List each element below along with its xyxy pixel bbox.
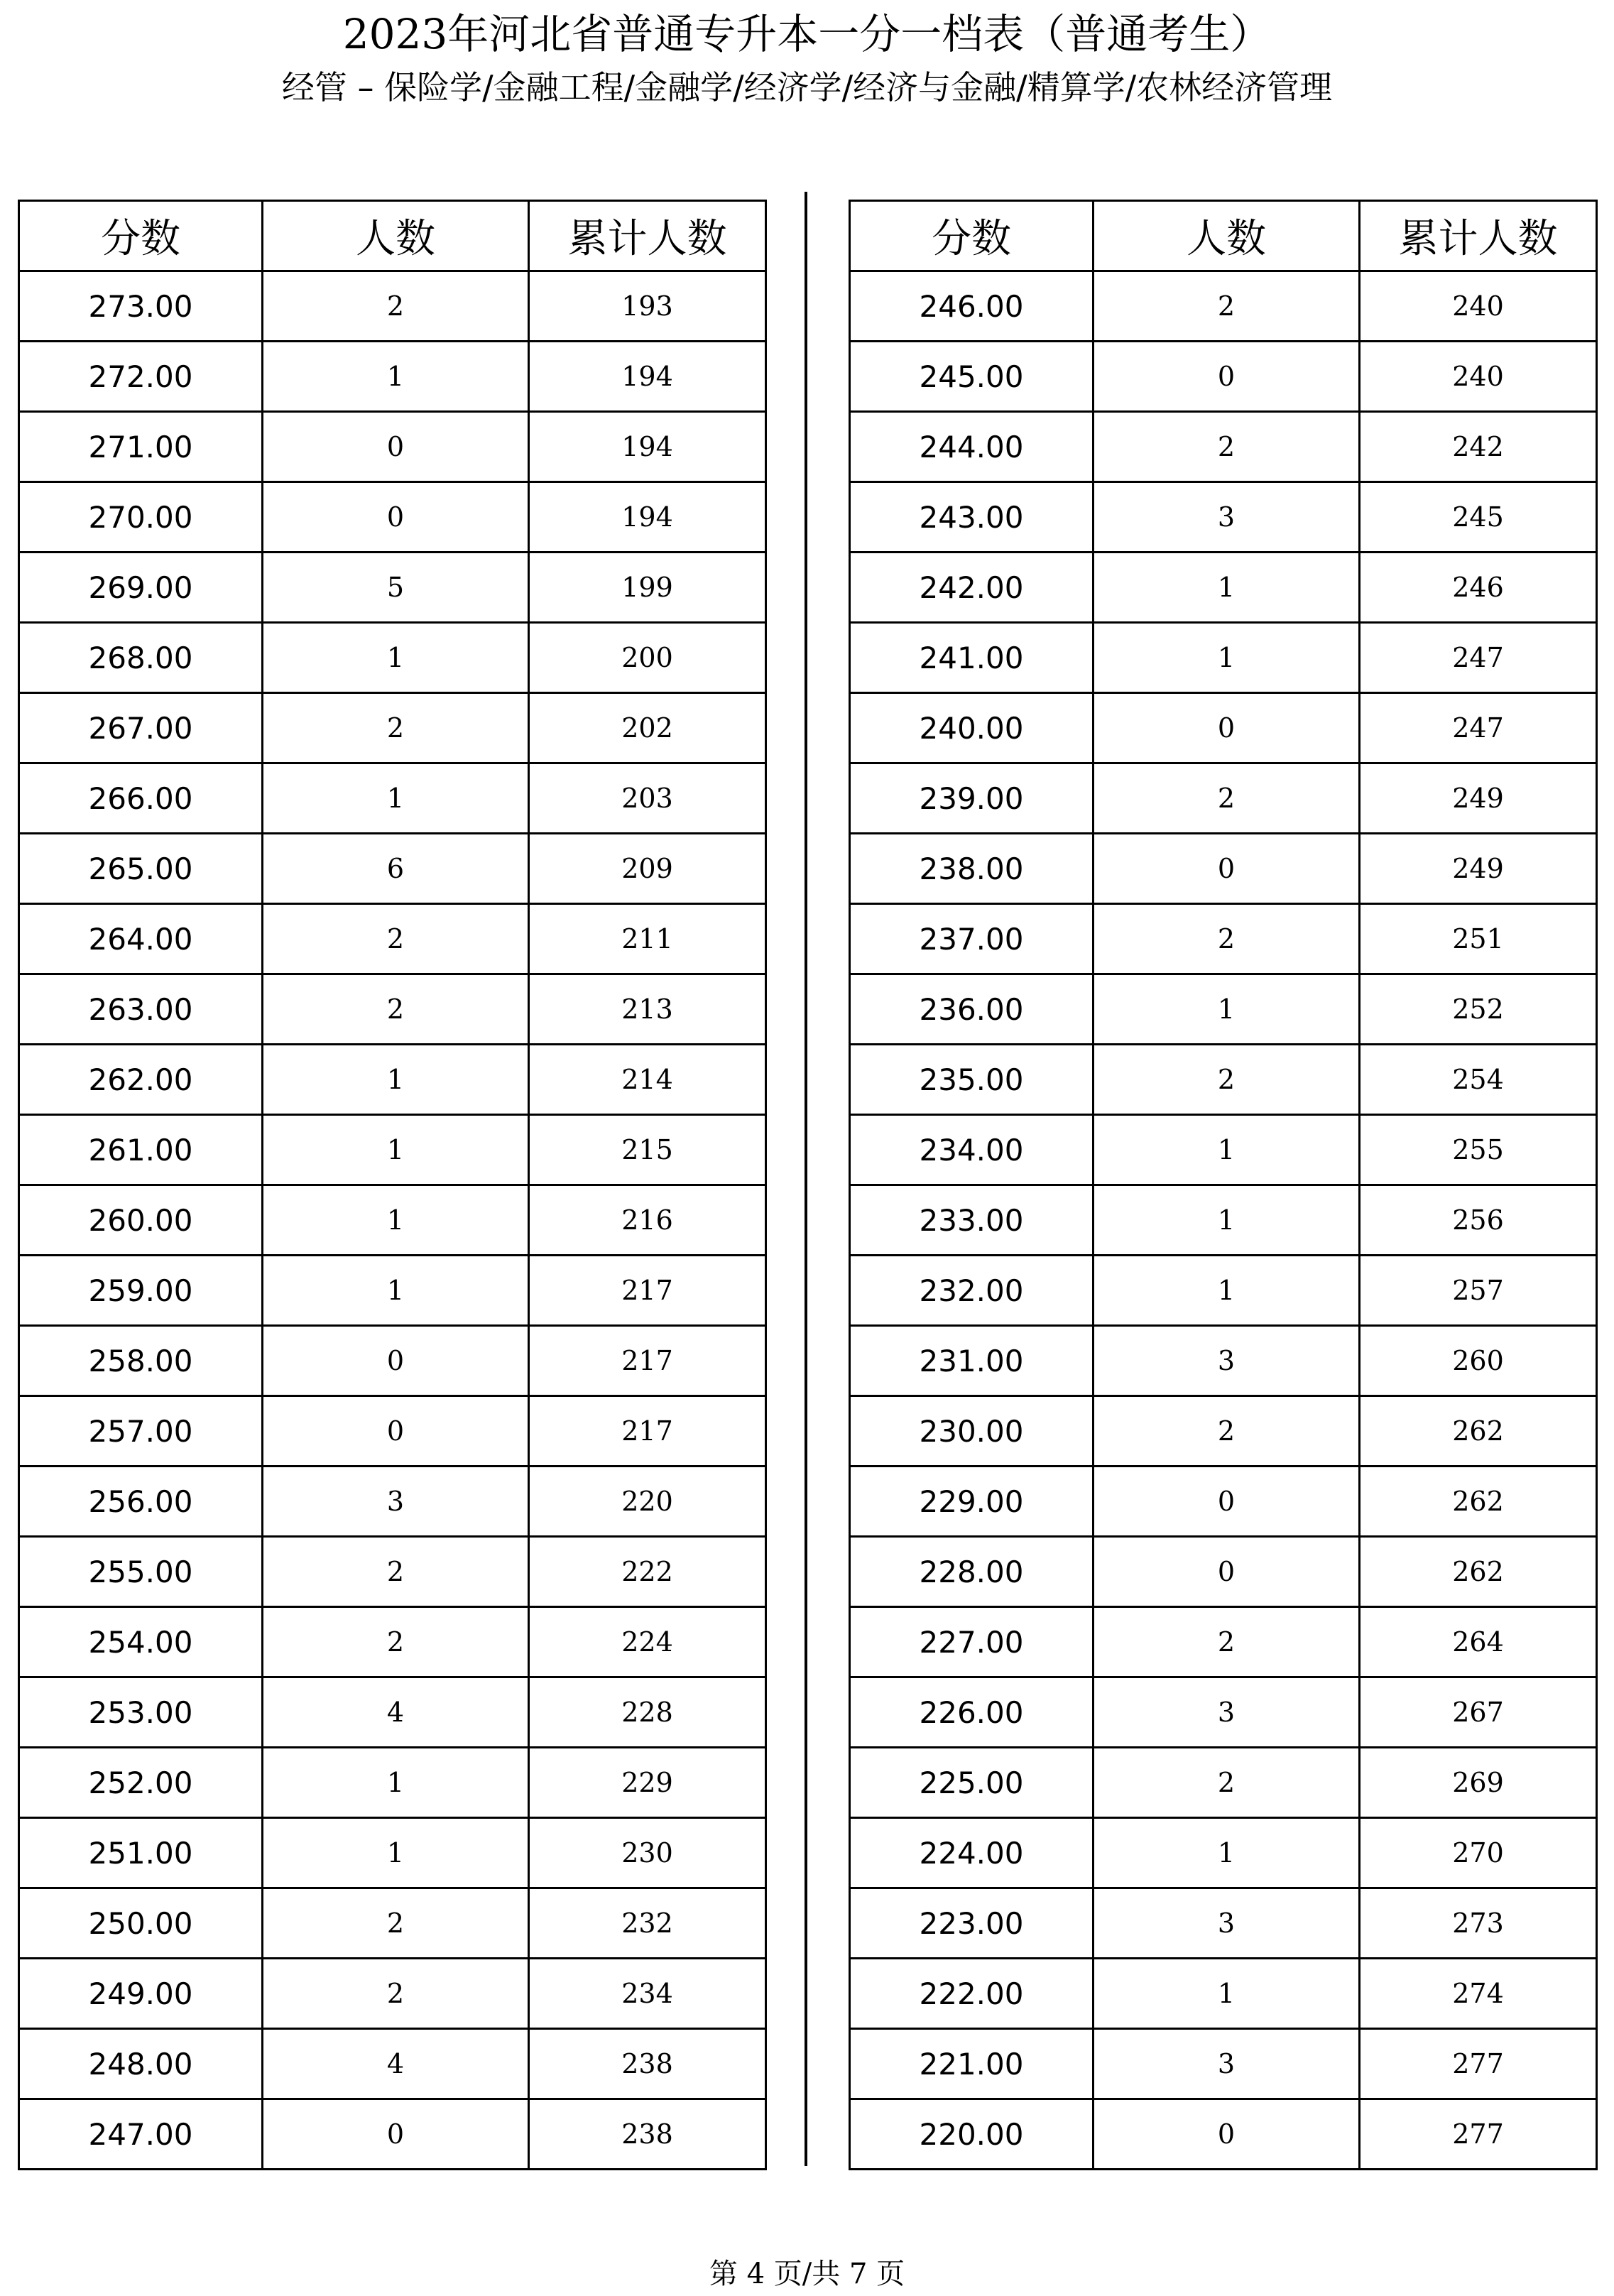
count-cell: 0: [1094, 1537, 1360, 1607]
score-cell: 252.00: [19, 1748, 263, 1818]
cumulative-cell: 264: [1360, 1607, 1597, 1677]
cumulative-cell: 202: [529, 693, 766, 763]
count-cell: 3: [1094, 1888, 1360, 1959]
score-cell: 236.00: [850, 974, 1094, 1045]
table-row: [850, 1537, 1597, 1607]
table-row: [850, 1115, 1597, 1185]
table-row: [850, 271, 1597, 342]
score-cell: 261.00: [19, 1115, 263, 1185]
cumulative-cell: 220: [529, 1467, 766, 1537]
cumulative-cell: 230: [529, 1818, 766, 1888]
count-cell: 2: [263, 904, 529, 974]
score-cell: 229.00: [850, 1467, 1094, 1537]
count-cell: 4: [263, 1677, 529, 1748]
cumulative-cell: 215: [529, 1115, 766, 1185]
page-title: 2023年河北省普通专升本一分一档表（普通考生）: [342, 10, 1272, 58]
count-cell: 1: [1094, 1818, 1360, 1888]
table-row: [19, 1115, 766, 1185]
count-cell: 0: [263, 2099, 529, 2170]
cumulative-cell: 267: [1360, 1677, 1597, 1748]
count-cell: 2: [1094, 1748, 1360, 1818]
score-cell: 247.00: [19, 2099, 263, 2170]
count-cell: 3: [263, 1467, 529, 1537]
header-count: 人数: [1094, 201, 1360, 271]
score-cell: 225.00: [850, 1748, 1094, 1818]
score-cell: 266.00: [19, 763, 263, 834]
table-row: [19, 1045, 766, 1115]
cumulative-cell: 238: [529, 2029, 766, 2099]
score-cell: 234.00: [850, 1115, 1094, 1185]
score-table-left: [18, 200, 767, 2170]
column-divider: [805, 192, 807, 2166]
cumulative-cell: 240: [1360, 271, 1597, 342]
cumulative-cell: 277: [1360, 2029, 1597, 2099]
cumulative-cell: 249: [1360, 834, 1597, 904]
cumulative-cell: 213: [529, 974, 766, 1045]
table-row: [850, 1467, 1597, 1537]
score-cell: 253.00: [19, 1677, 263, 1748]
header-score: 分数: [19, 201, 263, 271]
score-cell: 231.00: [850, 1326, 1094, 1396]
count-cell: 1: [1094, 1959, 1360, 2029]
count-cell: 2: [263, 271, 529, 342]
cumulative-cell: 247: [1360, 693, 1597, 763]
count-cell: 2: [1094, 904, 1360, 974]
table-row: [850, 1607, 1597, 1677]
table-row: [19, 2029, 766, 2099]
table-row: [19, 904, 766, 974]
count-cell: 1: [263, 1818, 529, 1888]
score-cell: 245.00: [850, 342, 1094, 412]
cumulative-cell: 269: [1360, 1748, 1597, 1818]
cumulative-cell: 194: [529, 342, 766, 412]
table-header-row: [850, 201, 1597, 271]
table-row: [850, 834, 1597, 904]
table-row: [850, 974, 1597, 1045]
page-number: 第 4 页/共 7 页: [709, 2258, 905, 2290]
score-cell: 249.00: [19, 1959, 263, 2029]
count-cell: 2: [263, 1959, 529, 2029]
table-row: [19, 1959, 766, 2029]
count-cell: 2: [1094, 1396, 1360, 1467]
cumulative-cell: 194: [529, 482, 766, 553]
count-cell: 1: [263, 763, 529, 834]
cumulative-cell: 273: [1360, 1888, 1597, 1959]
count-cell: 0: [1094, 2099, 1360, 2170]
count-cell: 2: [263, 974, 529, 1045]
count-cell: 5: [263, 553, 529, 623]
score-cell: 257.00: [19, 1396, 263, 1467]
cumulative-cell: 262: [1360, 1467, 1597, 1537]
table-row: [19, 271, 766, 342]
count-cell: 2: [1094, 763, 1360, 834]
cumulative-cell: 214: [529, 1045, 766, 1115]
score-cell: 244.00: [850, 412, 1094, 482]
score-cell: 251.00: [19, 1818, 263, 1888]
cumulative-cell: 194: [529, 412, 766, 482]
cumulative-cell: 217: [529, 1326, 766, 1396]
count-cell: 0: [263, 482, 529, 553]
table-row: [850, 1818, 1597, 1888]
cumulative-cell: 217: [529, 1396, 766, 1467]
score-cell: 221.00: [850, 2029, 1094, 2099]
table-row: [19, 623, 766, 693]
cumulative-cell: 193: [529, 271, 766, 342]
cumulative-cell: 240: [1360, 342, 1597, 412]
score-cell: 269.00: [19, 553, 263, 623]
score-table-right: [849, 200, 1598, 2170]
table-row: [850, 1959, 1597, 2029]
count-cell: 1: [1094, 974, 1360, 1045]
table-row: [850, 623, 1597, 693]
table-header-row: [19, 201, 766, 271]
count-cell: 1: [1094, 1185, 1360, 1256]
cumulative-cell: 232: [529, 1888, 766, 1959]
cumulative-cell: 274: [1360, 1959, 1597, 2029]
cumulative-cell: 217: [529, 1256, 766, 1326]
count-cell: 2: [1094, 412, 1360, 482]
cumulative-cell: 257: [1360, 1256, 1597, 1326]
count-cell: 0: [1094, 1467, 1360, 1537]
header-score: 分数: [850, 201, 1094, 271]
count-cell: 0: [1094, 342, 1360, 412]
table-row: [850, 553, 1597, 623]
table-row: [19, 553, 766, 623]
cumulative-cell: 229: [529, 1748, 766, 1818]
cumulative-cell: 228: [529, 1677, 766, 1748]
cumulative-cell: 245: [1360, 482, 1597, 553]
cumulative-cell: 234: [529, 1959, 766, 2029]
table-row: [850, 1185, 1597, 1256]
score-cell: 240.00: [850, 693, 1094, 763]
cumulative-cell: 224: [529, 1607, 766, 1677]
count-cell: 1: [263, 1185, 529, 1256]
cumulative-cell: 270: [1360, 1818, 1597, 1888]
header-cumulative: 累计人数: [529, 201, 766, 271]
count-cell: 1: [263, 1256, 529, 1326]
table-row: [19, 974, 766, 1045]
count-cell: 0: [1094, 693, 1360, 763]
cumulative-cell: 222: [529, 1537, 766, 1607]
count-cell: 4: [263, 2029, 529, 2099]
table-row: [19, 1607, 766, 1677]
cumulative-cell: 260: [1360, 1326, 1597, 1396]
count-cell: 1: [263, 1045, 529, 1115]
count-cell: 3: [1094, 482, 1360, 553]
table-row: [19, 342, 766, 412]
cumulative-cell: 254: [1360, 1045, 1597, 1115]
count-cell: 2: [263, 1607, 529, 1677]
score-cell: 235.00: [850, 1045, 1094, 1115]
table-row: [19, 1467, 766, 1537]
count-cell: 1: [1094, 553, 1360, 623]
header-cumulative: 累计人数: [1360, 201, 1597, 271]
score-cell: 273.00: [19, 271, 263, 342]
cumulative-cell: 203: [529, 763, 766, 834]
table-row: [850, 2099, 1597, 2170]
score-cell: 258.00: [19, 1326, 263, 1396]
table-row: [19, 2099, 766, 2170]
count-cell: 2: [1094, 1607, 1360, 1677]
cumulative-cell: 252: [1360, 974, 1597, 1045]
score-cell: 233.00: [850, 1185, 1094, 1256]
count-cell: 3: [1094, 1326, 1360, 1396]
count-cell: 1: [263, 623, 529, 693]
table-row: [850, 763, 1597, 834]
cumulative-cell: 277: [1360, 2099, 1597, 2170]
score-cell: 267.00: [19, 693, 263, 763]
score-cell: 246.00: [850, 271, 1094, 342]
table-row: [850, 482, 1597, 553]
table-row: [850, 1888, 1597, 1959]
score-cell: 241.00: [850, 623, 1094, 693]
score-cell: 260.00: [19, 1185, 263, 1256]
table-row: [850, 693, 1597, 763]
count-cell: 1: [1094, 1256, 1360, 1326]
score-cell: 256.00: [19, 1467, 263, 1537]
table-row: [19, 1326, 766, 1396]
score-cell: 230.00: [850, 1396, 1094, 1467]
count-cell: 3: [1094, 2029, 1360, 2099]
table-row: [19, 763, 766, 834]
score-cell: 250.00: [19, 1888, 263, 1959]
count-cell: 3: [1094, 1677, 1360, 1748]
cumulative-cell: 256: [1360, 1185, 1597, 1256]
table-row: [19, 1396, 766, 1467]
count-cell: 2: [1094, 271, 1360, 342]
cumulative-cell: 242: [1360, 412, 1597, 482]
count-cell: 0: [1094, 834, 1360, 904]
table-row: [19, 1537, 766, 1607]
table-row: [850, 1326, 1597, 1396]
count-cell: 1: [263, 1748, 529, 1818]
score-cell: 272.00: [19, 342, 263, 412]
score-cell: 268.00: [19, 623, 263, 693]
score-cell: 264.00: [19, 904, 263, 974]
count-cell: 1: [1094, 623, 1360, 693]
count-cell: 1: [263, 342, 529, 412]
header-count: 人数: [263, 201, 529, 271]
cumulative-cell: 216: [529, 1185, 766, 1256]
score-cell: 239.00: [850, 763, 1094, 834]
score-cell: 259.00: [19, 1256, 263, 1326]
table-row: [19, 1185, 766, 1256]
count-cell: 2: [263, 693, 529, 763]
table-row: [850, 412, 1597, 482]
count-cell: 6: [263, 834, 529, 904]
score-cell: 226.00: [850, 1677, 1094, 1748]
score-cell: 237.00: [850, 904, 1094, 974]
cumulative-cell: 262: [1360, 1537, 1597, 1607]
table-row: [19, 1677, 766, 1748]
page-subtitle: 经管 – 保险学/金融工程/金融学/经济学/经济与金融/精算学/农林经济管理: [281, 68, 1333, 107]
score-cell: 265.00: [19, 834, 263, 904]
score-cell: 227.00: [850, 1607, 1094, 1677]
count-cell: 1: [263, 1115, 529, 1185]
score-cell: 232.00: [850, 1256, 1094, 1326]
score-cell: 270.00: [19, 482, 263, 553]
cumulative-cell: 255: [1360, 1115, 1597, 1185]
cumulative-cell: 209: [529, 834, 766, 904]
table-row: [19, 1888, 766, 1959]
score-cell: 262.00: [19, 1045, 263, 1115]
table-row: [850, 1396, 1597, 1467]
count-cell: 0: [263, 1396, 529, 1467]
table-row: [19, 693, 766, 763]
count-cell: 2: [263, 1537, 529, 1607]
table-row: [850, 1748, 1597, 1818]
table-row: [19, 1256, 766, 1326]
score-cell: 243.00: [850, 482, 1094, 553]
table-row: [19, 1748, 766, 1818]
cumulative-cell: 238: [529, 2099, 766, 2170]
score-cell: 271.00: [19, 412, 263, 482]
score-cell: 220.00: [850, 2099, 1094, 2170]
table-row: [19, 412, 766, 482]
table-row: [850, 2029, 1597, 2099]
table-row: [850, 1045, 1597, 1115]
table-row: [850, 1677, 1597, 1748]
cumulative-cell: 251: [1360, 904, 1597, 974]
table-row: [850, 1256, 1597, 1326]
score-cell: 255.00: [19, 1537, 263, 1607]
count-cell: 2: [263, 1888, 529, 1959]
score-cell: 238.00: [850, 834, 1094, 904]
cumulative-cell: 200: [529, 623, 766, 693]
score-cell: 242.00: [850, 553, 1094, 623]
score-cell: 248.00: [19, 2029, 263, 2099]
table-row: [19, 834, 766, 904]
score-cell: 263.00: [19, 974, 263, 1045]
count-cell: 2: [1094, 1045, 1360, 1115]
cumulative-cell: 262: [1360, 1396, 1597, 1467]
table-row: [850, 904, 1597, 974]
cumulative-cell: 211: [529, 904, 766, 974]
score-cell: 224.00: [850, 1818, 1094, 1888]
cumulative-cell: 249: [1360, 763, 1597, 834]
score-cell: 222.00: [850, 1959, 1094, 2029]
table-row: [19, 1818, 766, 1888]
score-cell: 254.00: [19, 1607, 263, 1677]
cumulative-cell: 246: [1360, 553, 1597, 623]
count-cell: 0: [263, 412, 529, 482]
score-cell: 228.00: [850, 1537, 1094, 1607]
count-cell: 0: [263, 1326, 529, 1396]
score-cell: 223.00: [850, 1888, 1094, 1959]
cumulative-cell: 247: [1360, 623, 1597, 693]
table-row: [850, 342, 1597, 412]
table-row: [19, 482, 766, 553]
count-cell: 1: [1094, 1115, 1360, 1185]
cumulative-cell: 199: [529, 553, 766, 623]
